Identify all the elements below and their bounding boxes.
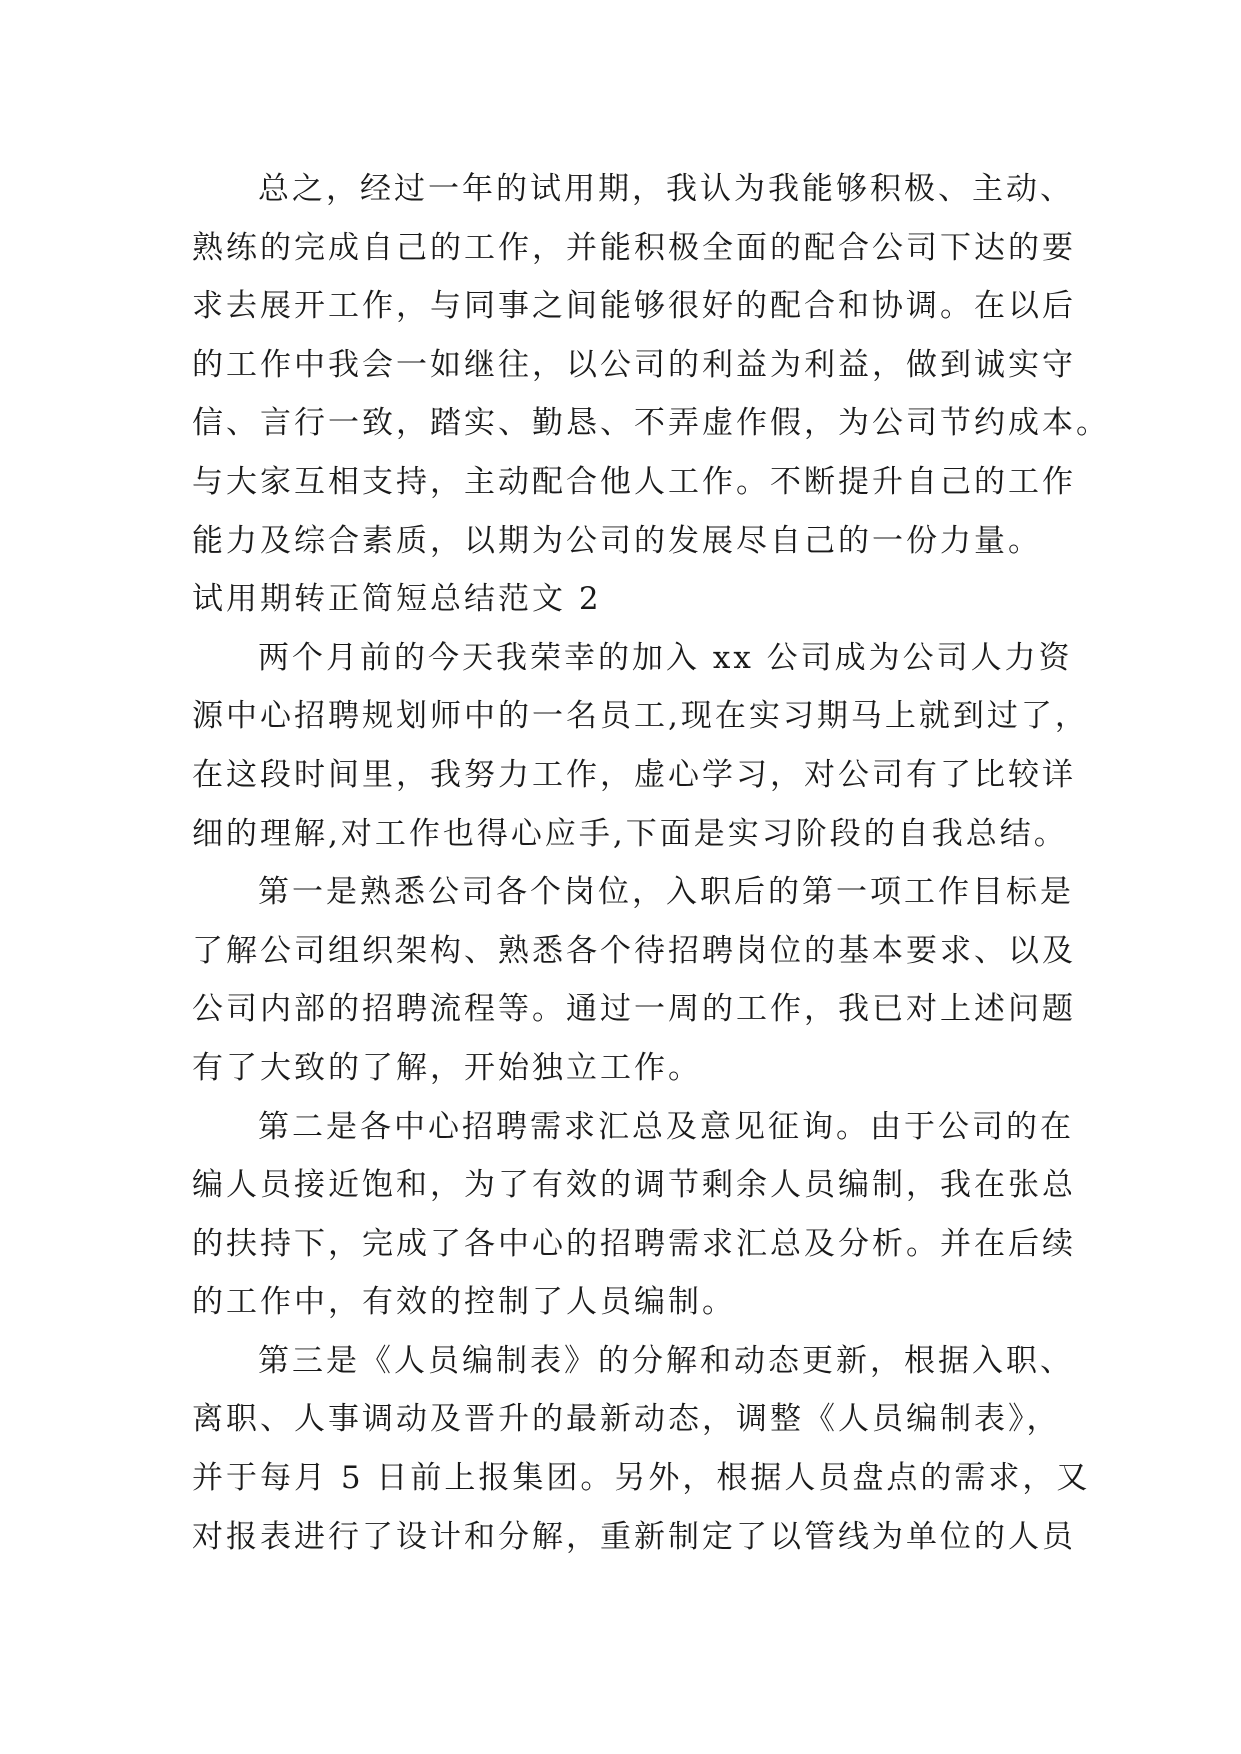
paragraph-second-point <box>192 1098 1076 1332</box>
document-body <box>192 160 1110 1566</box>
paragraph-first-point <box>192 863 1076 1097</box>
text-line: 的扶持下，完成了各中心的招聘需求汇总及分析。并在后续 <box>192 1225 1076 1262</box>
text-line: 公司内部的招聘流程等。通过一周的工作，我已对上述问题 <box>192 991 1076 1028</box>
text-line: 能力及综合素质，以期为公司的发展尽自己的一份力量。 <box>192 522 1042 559</box>
section-heading <box>192 570 1072 629</box>
text-line: 对报表进行了设计和分解，重新制定了以管线为单位的人员 <box>192 1518 1076 1555</box>
text-line: 编人员接近饱和，为了有效的调节剩余人员编制，我在张总 <box>192 1167 1076 1204</box>
paragraph-third-point <box>192 1332 1091 1566</box>
text-line: 求去展开工作，与同事之间能够很好的配合和协调。在以后 <box>192 288 1076 325</box>
text-line: 细的理解,对工作也得心应手,下面是实习阶段的自我总结。 <box>192 815 1068 852</box>
text-line: 第二是各中心招聘需求汇总及意见征询。由于公司的在 <box>258 1108 1074 1145</box>
text-line: 熟练的完成自己的工作，并能积极全面的配合公司下达的要 <box>192 229 1076 266</box>
text-line: 有了大致的了解，开始独立工作。 <box>192 1049 702 1086</box>
paragraph-intro <box>192 629 1089 863</box>
paragraph-conclusion <box>192 160 1110 570</box>
text-line: 第三是《人员编制表》的分解和动态更新，根据入职、 <box>258 1342 1074 1379</box>
text-line: 离职、人事调动及晋升的最新动态，调整《人员编制表》， <box>192 1401 1061 1438</box>
heading-text: 试用期转正简短总结范文 2 <box>192 581 602 618</box>
text-line: 的工作中我会一如继往，以公司的利益为利益，做到诚实守 <box>192 346 1076 383</box>
text-line: 在这段时间里，我努力工作，虚心学习，对公司有了比较详 <box>192 756 1076 793</box>
text-line: 与大家互相支持，主动配合他人工作。不断提升自己的工作 <box>192 463 1076 500</box>
text-line: 的工作中，有效的控制了人员编制。 <box>192 1284 736 1321</box>
text-line: 并于每月 5 日前上报集团。另外，根据人员盘点的需求，又 <box>192 1460 1091 1497</box>
text-line: 两个月前的今天我荣幸的加入 xx 公司成为公司人力资 <box>258 639 1073 676</box>
text-line: 源中心招聘规划师中的一名员工,现在实习期马上就到过了， <box>192 698 1089 735</box>
text-line: 总之，经过一年的试用期，我认为我能够积极、主动、 <box>258 171 1074 207</box>
text-line: 第一是熟悉公司各个岗位，入职后的第一项工作目标是 <box>258 874 1074 911</box>
text-line: 信、言行一致，踏实、勤恳、不弄虚作假，为公司节约成本。 <box>192 405 1110 442</box>
text-line: 了解公司组织架构、熟悉各个待招聘岗位的基本要求、以及 <box>192 932 1076 969</box>
